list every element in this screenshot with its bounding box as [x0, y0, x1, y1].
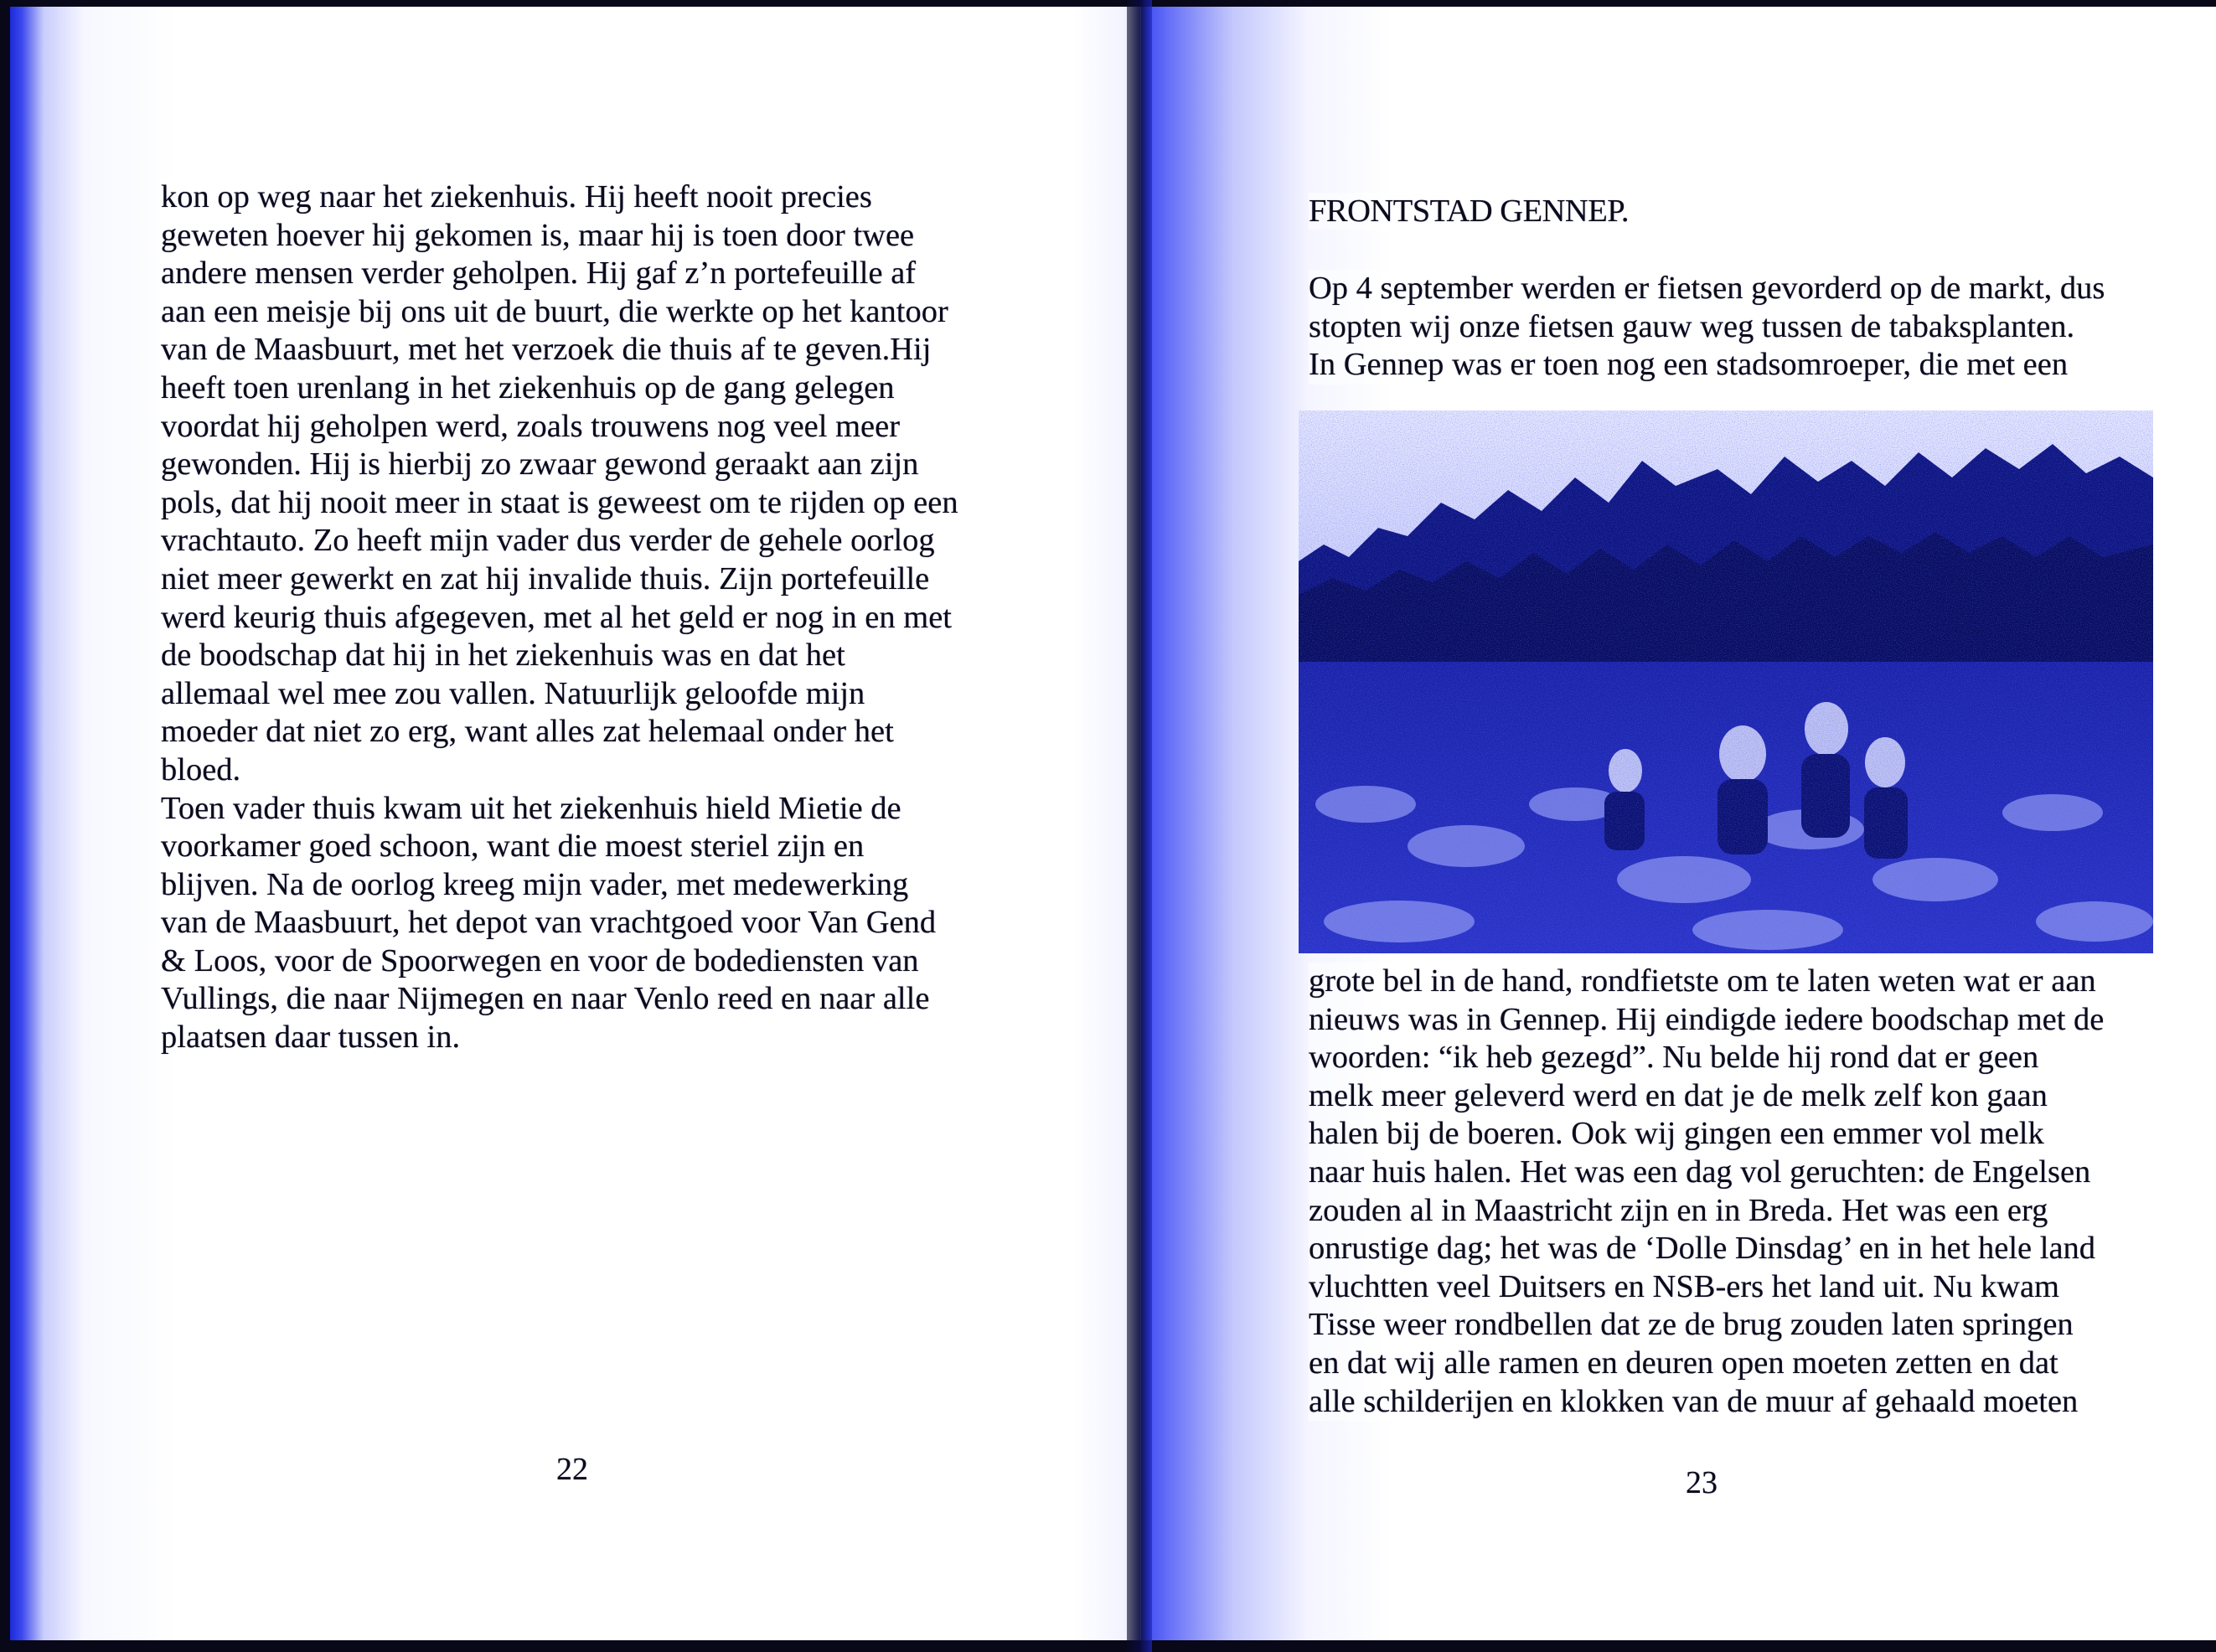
text-line: vrachtauto. Zo heeft mijn vader dus verder de gehele oorlog: [161, 522, 1000, 560]
text-line: naar huis halen. Het was een dag vol geruchten: de Engelsen: [1309, 1154, 2146, 1192]
text-line: Toen vader thuis kwam uit het ziekenhuis hield Mietie de: [161, 790, 1000, 829]
text-line: kon op weg naar het ziekenhuis. Hij heeft nooit precies: [161, 178, 1000, 217]
text-line: zouden al in Maastricht zijn en in Breda. Het was een erg: [1309, 1192, 2146, 1231]
text-line: melk meer geleverd werd en dat je de melk zelf kon gaan: [1309, 1077, 2146, 1116]
text-line: gewonden. Hij is hierbij zo zwaar gewond geraakt aan zijn: [161, 446, 1000, 484]
text-line: grote bel in de hand, rondfietste om te laten weten wat er aan: [1309, 963, 2146, 1001]
text-line: pols, dat hij nooit meer in staat is geweest om te rijden op een: [161, 484, 1000, 523]
right-page: [1141, 7, 2216, 1640]
page-number: 22: [556, 1452, 588, 1487]
photo-image: [1299, 410, 2153, 953]
text-line: en dat wij alle ramen en deuren open moeten zetten en dat: [1309, 1345, 2146, 1383]
text-line: voorkamer goed schoon, want die moest steriel zijn en: [161, 828, 1000, 866]
text-line: nieuws was in Gennep. Hij eindigde iedere boodschap met de: [1309, 1001, 2146, 1040]
text-line: onrustige dag; het was de ‘Dolle Dinsdag’ en in het hele land: [1309, 1230, 2146, 1268]
book-gutter: [1127, 0, 1152, 1652]
page-number: 23: [1686, 1465, 1718, 1500]
right-page-text-top: [1309, 270, 2146, 385]
text-line: stopten wij onze fietsen gauw weg tussen de tabaksplanten.: [1309, 308, 2146, 347]
text-line: alle schilderijen en klokken van de muur af gehaald moeten: [1309, 1383, 2146, 1422]
text-line: Op 4 september werden er fietsen gevorderd op de markt, dus: [1309, 270, 2146, 308]
text-line: vluchtten veel Duitsers en NSB-ers het land uit. Nu kwam: [1309, 1268, 2146, 1307]
text-line: halen bij de boeren. Ook wij gingen een emmer vol melk: [1309, 1115, 2146, 1154]
left-page-text: [161, 178, 1000, 1057]
text-line: de boodschap dat hij in het ziekenhuis was en dat het: [161, 637, 1000, 675]
text-line: plaatsen daar tussen in.: [161, 1019, 1000, 1057]
text-line: andere mensen verder geholpen. Hij gaf z’n portefeuille af: [161, 255, 1000, 293]
text-line: van de Maasbuurt, met het verzoek die thuis af te geven.Hij: [161, 331, 1000, 369]
text-line: geweten hoever hij gekomen is, maar hij is toen door twee: [161, 217, 1000, 256]
text-line: werd keurig thuis afgegeven, met al het geld er nog in en met: [161, 599, 1000, 638]
photograph-soldiers-in-field: [1299, 410, 2153, 953]
left-page: [10, 7, 1141, 1640]
text-line: niet meer gewerkt en zat hij invalide thuis. Zijn portefeuille: [161, 560, 1000, 599]
text-line: heeft toen urenlang in het ziekenhuis op de gang gelegen: [161, 369, 1000, 408]
text-line: woorden: “ik heb gezegd”. Nu belde hij rond dat er geen: [1309, 1039, 2146, 1077]
text-line: blijven. Na de oorlog kreeg mijn vader, met medewerking: [161, 866, 1000, 905]
text-line: & Loos, voor de Spoorwegen en voor de bodediensten van: [161, 942, 1000, 981]
text-line: aan een meisje bij ons uit de buurt, die werkte op het kantoor: [161, 293, 1000, 332]
right-page-text-bottom: [1309, 963, 2146, 1421]
text-line: bloed.: [161, 751, 1000, 790]
text-line: Vullings, die naar Nijmegen en naar Venlo reed en naar alle: [161, 980, 1000, 1019]
text-line: Tisse weer rondbellen dat ze de brug zouden laten springen: [1309, 1306, 2146, 1345]
text-line: moeder dat niet zo erg, want alles zat helemaal onder het: [161, 713, 1000, 751]
chapter-heading: FRONTSTAD GENNEP.: [1309, 194, 1630, 229]
text-line: In Gennep was er toen nog een stadsomroeper, die met een: [1309, 346, 2146, 385]
text-line: allemaal wel mee zou vallen. Natuurlijk geloofde mijn: [161, 675, 1000, 714]
text-line: van de Maasbuurt, het depot van vrachtgoed voor Van Gend: [161, 904, 1000, 942]
text-line: voordat hij geholpen werd, zoals trouwens nog veel meer: [161, 408, 1000, 447]
